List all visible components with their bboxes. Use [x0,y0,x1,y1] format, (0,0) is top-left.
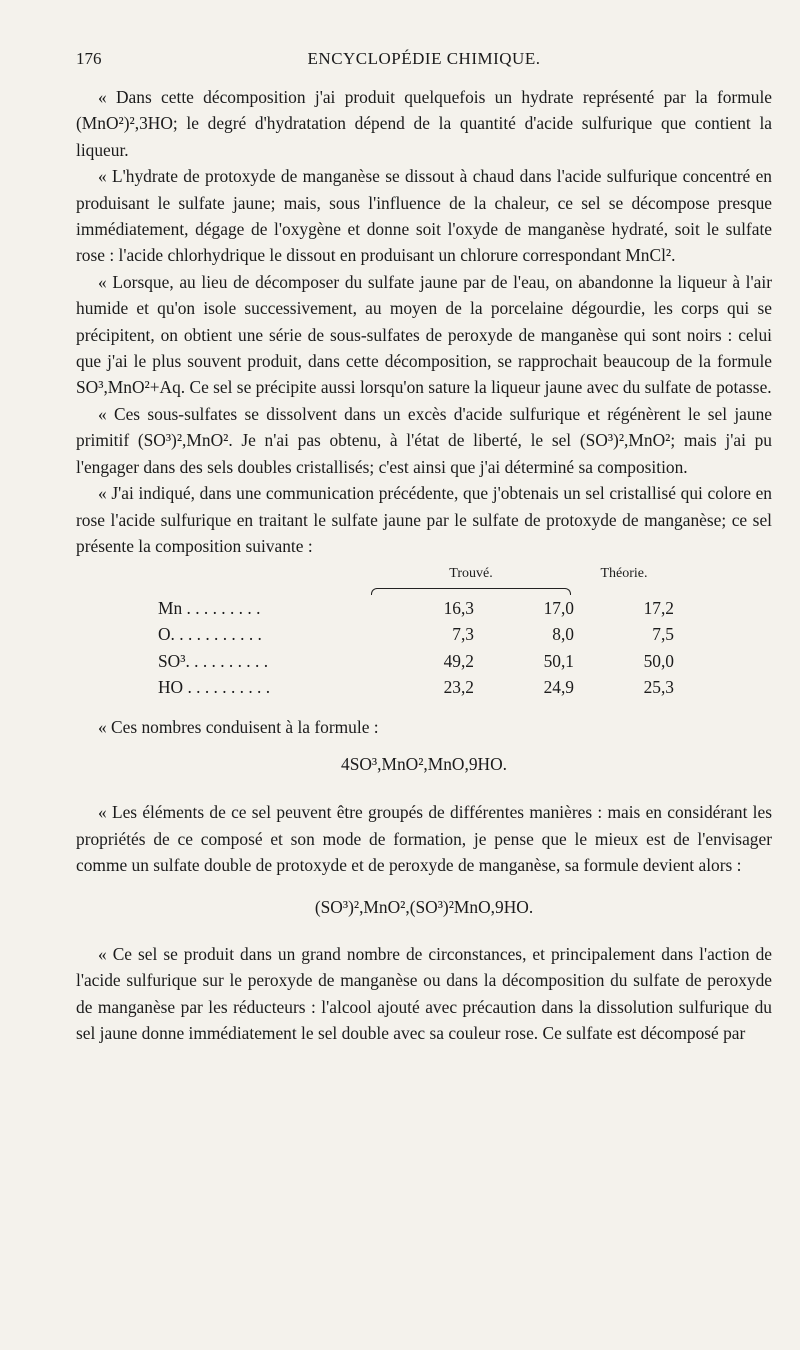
paragraph-6: « Ces nombres conduisent à la formule : [98,717,379,738]
table-row: Mn . . . . . . . . . 16,3 17,0 17,2 [158,597,674,618]
page-number: 176 [76,49,102,68]
table-row: O. . . . . . . . . . . 7,3 8,0 7,5 [158,624,674,645]
table-header-theory: Théorie. [600,566,648,582]
formula-1: 4SO³,MnO²,MnO,9HO. [341,753,507,774]
running-title: ENCYCLOPÉDIE CHIMIQUE. [307,49,541,68]
composition-table [158,561,674,700]
table-row: SO³. . . . . . . . . . 49,2 50,1 50,0 [158,650,674,671]
paragraph-5: « J'ai indiqué, dans une communication précédente, que j'obtenais un sel cristallisé qui colore en rose l'acide sulfurique en traitant le sulfate jaune par le sulfate de protoxyde de manganèse; ce sel présente la composition suivante : [76,483,772,556]
formula-2: (SO³)²,MnO²,(SO³)²MnO,9HO. [314,897,534,918]
brace-divider [371,588,571,595]
page-header [76,49,772,73]
table-header-row [158,561,674,594]
paragraph-8: « Ce sel se produit dans un grand nombre de circonstances, et principalement dans l'action de l'acide sulfurique sur le peroxyde de manganèse ou dans la décomposition du sulfate de peroxyde de manganèse par les réducteurs : l'alcool ajouté avec précaution dans la dissolution sulfurique du sel jaune donne immédiatement le sel double avec sa couleur rose. Ce sulfate est décomposé par [76,943,772,1043]
paragraph-1: « Dans cette décomposition j'ai produit quelquefois un hydrate représenté par la formule (MnO²)²,3HO; le degré d'hydratation dépend de la quantité d'acide sulfurique que contient la liqueur. [76,87,772,160]
paragraph-7: « Les éléments de ce sel peuvent être groupés de différentes manières : mais en considérant les propriétés de ce composé et son mode de formation, je pense que le mieux est de l'envisager comme un sulfate double de protoxyde et de peroxyde de manganèse, sa formule devient alors : [76,802,772,875]
page-body [76,84,772,1046]
table-row: HO . . . . . . . . . . 23,2 24,9 25,3 [158,676,674,697]
paragraph-4: « Ces sous-sulfates se dissolvent dans un excès d'acide sulfurique et régénèrent le sel jaune primitif (SO³)²,MnO². Je n'ai pas obtenu, à l'état de liberté, le sel (SO³)²,MnO²; mais j'ai pu l'engager dans des sels doubles cristallisés; c'est ainsi que j'ai déterminé sa composition. [76,403,772,477]
table-header-found: Trouvé. [368,561,574,594]
paragraph-2: « L'hydrate de protoxyde de manganèse se dissout à chaud dans l'acide sulfurique concentré en produisant le sulfate jaune; mais, sous l'influence de la chaleur, ce sel se décompose presque immédiatement, dégage de l'oxygène et donne soit l'oxyde de manganèse hydraté, soit le sulfate rose : l'acide chlorhydrique le dissout en produisant un chlorure correspondant MnCl². [76,166,772,266]
paragraph-3: « Lorsque, au lieu de décomposer du sulfate jaune par de l'eau, on abandonne la liqueur à l'air humide et qu'on isole successivement, au moyen de la porcelaine dégourdie, les corps qui se précipitent, on obtient une série de sous-sulfates de peroxyde de manganèse qui sont noirs : celui que j'ai le plus souvent produit, dans cette décomposition, se rapprochait beaucoup de la formule SO³,MnO²+Aq. Ce sel se précipite aussi lorsqu'on sature la liqueur jaune avec du sulfate de potasse. [76,271,772,398]
